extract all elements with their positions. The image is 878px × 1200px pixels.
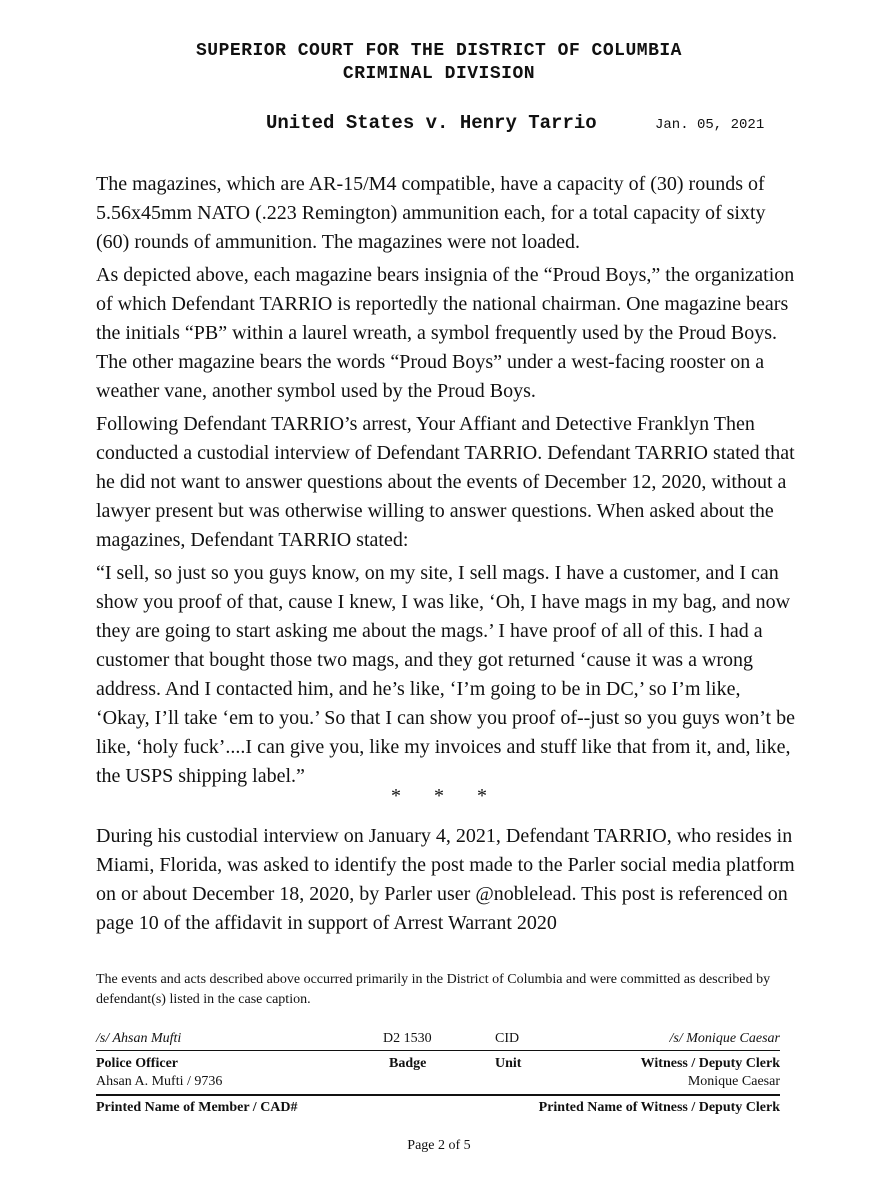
separator-star: * bbox=[391, 785, 401, 807]
signature-divider bbox=[96, 1050, 780, 1051]
court-name: SUPERIOR COURT FOR THE DISTRICT OF COLUMBIA bbox=[196, 41, 682, 61]
section-separator bbox=[0, 785, 878, 808]
court-division: CRIMINAL DIVISION bbox=[342, 64, 536, 84]
case-caption: United States v. Henry Tarrio bbox=[266, 112, 597, 134]
jurisdiction-note: The events and acts described above occurred primarily in the District of Columbia and were committed as described by defendant(s) listed in the case caption. bbox=[96, 972, 771, 1007]
paragraph-magazines: The magazines, which are AR-15/M4 compatible, have a capacity of (30) rounds of 5.56x45mm NATO (.223 Remington) ammunition each, for a total capacity of sixty (60) rounds of ammunition. The magazines were not loaded. bbox=[96, 173, 766, 253]
separator-star: * bbox=[477, 785, 487, 807]
separator-star: * bbox=[434, 785, 444, 807]
paragraph-parler: During his custodial interview on January 4, 2021, Defendant TARRIO, who resides in Miami, Florida, was asked to identify the post made to the Parler social media platform on or about December 18, 2020, by Parler user @noblelead. This post is referenced on page 10 of the affidavit in support of Arrest Warrant 2020 bbox=[96, 825, 795, 934]
paragraph-interview: Following Defendant TARRIO’s arrest, Your Affiant and Detective Franklyn Then conducted a custodial interview of Defendant TARRIO. Defendant TARRIO stated that he did not want to answer questions about the events of December 12, 2020, without a lawyer present but was otherwise willing to answer questions. When asked about the magazines, Defendant TARRIO stated: bbox=[96, 413, 795, 551]
printed-witness-label: Printed Name of Witness / Deputy Clerk bbox=[538, 1100, 780, 1115]
officer-signature: /s/ Ahsan Mufti bbox=[96, 1031, 182, 1046]
unit-label: Unit bbox=[495, 1056, 522, 1071]
printed-member-label: Printed Name of Member / CAD# bbox=[96, 1100, 298, 1115]
paragraph-insignia: As depicted above, each magazine bears insignia of the “Proud Boys,” the organization of which Defendant TARRIO is reportedly the national chairman. One magazine bears the initials “PB” within a laurel wreath, a symbol frequently used by the Proud Boys. The other magazine bears the words “Proud Boys” under a west-facing rooster on a weather vane, another symbol used by the Proud Boys. bbox=[96, 264, 795, 402]
paragraph-quote: “I sell, so just so you guys know, on my site, I sell mags. I have a customer, and I can show you proof of that, cause I knew, I was like, ‘Oh, I have mags in my bag, and now they are going to start asking me about the mags.’ I have proof of all of this. I had a customer that bought those two mags, and they got returned ‘cause it was a wrong address. And I contacted him, and he’s like, ‘I’m going to be in DC,’ so I’m like, ‘Okay, I’ll take ‘em to you.’ So that I can show you proof of--just so you guys won’t be like, ‘holy fuck’....I can give you, like my invoices and stuff like that from it, and, like, the USPS shipping label.” bbox=[96, 562, 795, 787]
badge-label: Badge bbox=[389, 1056, 427, 1071]
page-number: Page 2 of 5 bbox=[407, 1138, 471, 1153]
badge-number: D2 1530 bbox=[383, 1031, 432, 1046]
officer-label: Police Officer bbox=[96, 1056, 179, 1071]
officer-printed-name: Ahsan A. Mufti / 9736 bbox=[96, 1074, 223, 1089]
witness-signature: /s/ Monique Caesar bbox=[669, 1031, 780, 1046]
witness-label: Witness / Deputy Clerk bbox=[640, 1056, 780, 1071]
unit-value: CID bbox=[495, 1031, 520, 1046]
case-date: Jan. 05, 2021 bbox=[655, 117, 765, 133]
witness-printed-name: Monique Caesar bbox=[687, 1074, 780, 1089]
printed-name-divider bbox=[96, 1094, 780, 1096]
